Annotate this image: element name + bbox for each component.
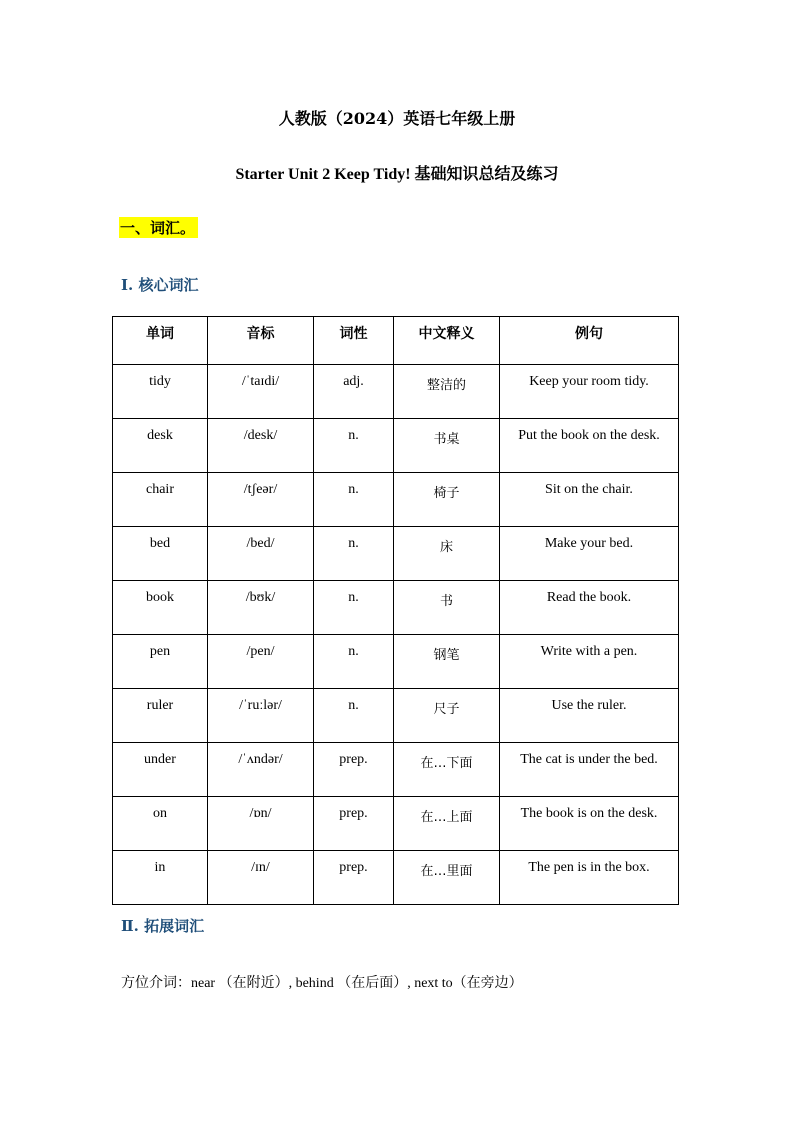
meaning-cell: 尺子 xyxy=(394,689,500,743)
phonetic-cell: /ɪn/ xyxy=(208,851,314,905)
word-cell: under xyxy=(113,743,208,797)
table-row xyxy=(113,419,679,473)
meaning-cell: 床 xyxy=(394,527,500,581)
part-of-speech-cell: n. xyxy=(314,635,394,689)
phonetic-cell: /ˈʌndər/ xyxy=(208,743,314,797)
section-heading-vocabulary: 一、词汇。 xyxy=(119,217,198,238)
header-part-of-speech: 词性 xyxy=(314,317,394,365)
word-cell: desk xyxy=(113,419,208,473)
table-row xyxy=(113,797,679,851)
part-of-speech-cell: n. xyxy=(314,689,394,743)
example-cell: Keep your room tidy. xyxy=(500,365,679,419)
word-cell: book xyxy=(113,581,208,635)
part-of-speech-cell: prep. xyxy=(314,797,394,851)
table-row xyxy=(113,527,679,581)
part-of-speech-cell: n. xyxy=(314,527,394,581)
table-row xyxy=(113,365,679,419)
example-cell: Read the book. xyxy=(500,581,679,635)
meaning-cell: 钢笔 xyxy=(394,635,500,689)
header-phonetic: 音标 xyxy=(208,317,314,365)
meaning-cell: 在…上面 xyxy=(394,797,500,851)
phonetic-cell: /bed/ xyxy=(208,527,314,581)
subheading-core-vocabulary: Ⅰ. 核心词汇 xyxy=(121,276,199,294)
example-cell: Use the ruler. xyxy=(500,689,679,743)
meaning-cell: 书 xyxy=(394,581,500,635)
word-cell: bed xyxy=(113,527,208,581)
table-header-row xyxy=(113,317,679,365)
example-cell: The pen is in the box. xyxy=(500,851,679,905)
example-cell: The cat is under the bed. xyxy=(500,743,679,797)
subheading-extended-vocabulary: Ⅱ. 拓展词汇 xyxy=(121,917,205,935)
example-cell: Sit on the chair. xyxy=(500,473,679,527)
phonetic-cell: /bʊk/ xyxy=(208,581,314,635)
header-example: 例句 xyxy=(500,317,679,365)
part-of-speech-cell: prep. xyxy=(314,851,394,905)
word-cell: tidy xyxy=(113,365,208,419)
meaning-cell: 书桌 xyxy=(394,419,500,473)
word-cell: chair xyxy=(113,473,208,527)
vocabulary-table xyxy=(112,316,679,905)
table-row xyxy=(113,473,679,527)
table-row xyxy=(113,635,679,689)
meaning-cell: 椅子 xyxy=(394,473,500,527)
phonetic-cell: /tʃeər/ xyxy=(208,473,314,527)
part-of-speech-cell: prep. xyxy=(314,743,394,797)
example-cell: Write with a pen. xyxy=(500,635,679,689)
part-of-speech-cell: n. xyxy=(314,473,394,527)
header-chinese-meaning: 中文释义 xyxy=(394,317,500,365)
document-title: 人教版（2024）英语七年级上册 xyxy=(278,109,516,128)
phonetic-cell: /desk/ xyxy=(208,419,314,473)
part-of-speech-cell: n. xyxy=(314,419,394,473)
word-cell: pen xyxy=(113,635,208,689)
phonetic-cell: /ˈtaɪdi/ xyxy=(208,365,314,419)
part-of-speech-cell: n. xyxy=(314,581,394,635)
phonetic-cell: /ɒn/ xyxy=(208,797,314,851)
example-cell: Make your bed. xyxy=(500,527,679,581)
meaning-cell: 整洁的 xyxy=(394,365,500,419)
table-row xyxy=(113,689,679,743)
table-row xyxy=(113,581,679,635)
table-row xyxy=(113,851,679,905)
word-cell: in xyxy=(113,851,208,905)
prepositions-paragraph: 方位介词：near （在附近）, behind （在后面）, next to（在旁边） xyxy=(121,976,523,991)
document-subtitle: Starter Unit 2 Keep Tidy! 基础知识总结及练习 xyxy=(235,166,559,183)
header-word: 单词 xyxy=(113,317,208,365)
meaning-cell: 在…里面 xyxy=(394,851,500,905)
table-row xyxy=(113,743,679,797)
word-cell: ruler xyxy=(113,689,208,743)
phonetic-cell: /pen/ xyxy=(208,635,314,689)
meaning-cell: 在…下面 xyxy=(394,743,500,797)
word-cell: on xyxy=(113,797,208,851)
example-cell: The book is on the desk. xyxy=(500,797,679,851)
example-cell: Put the book on the desk. xyxy=(500,419,679,473)
part-of-speech-cell: adj. xyxy=(314,365,394,419)
phonetic-cell: /ˈruːlər/ xyxy=(208,689,314,743)
